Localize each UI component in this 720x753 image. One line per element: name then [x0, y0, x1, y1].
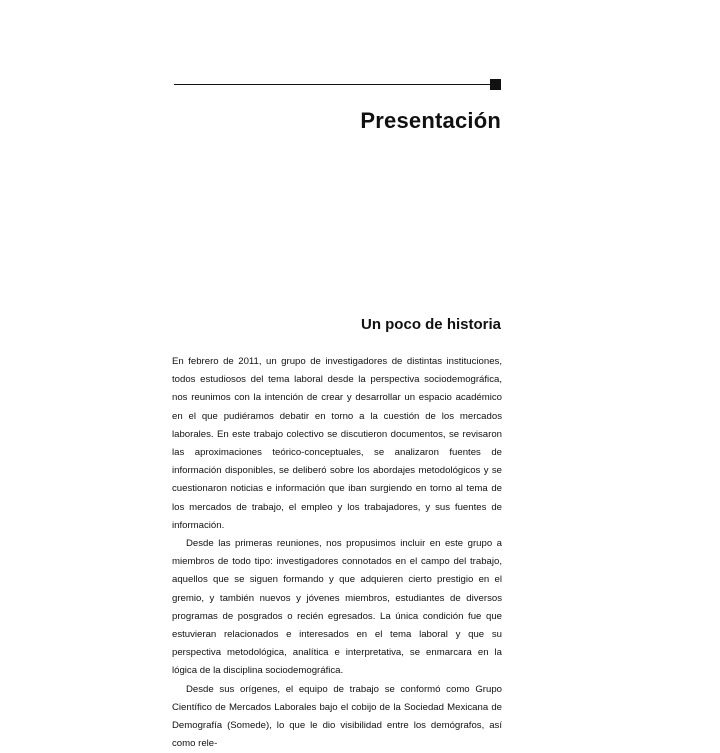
paragraph-1: En febrero de 2011, un grupo de investigadores de distintas instituciones, todos estudiosos del tema laboral desde la perspectiva sociodemográfica, nos reunimos con la intención de crear y desarrollar un espacio académico en el que pudiéramos debatir en torno a la cuestión de los mercados laborales. En este trabajo colectivo se discutieron documentos, se revisaron las aproximaciones teórico-conceptuales, se analizaron fuentes de información disponibles, se deliberó sobre los abordajes metodológicos y se cuestionaron noticias e información que iban surgiendo en torno al tema de los mercados de trabajo, el empleo y los trabajadores, y sus fuentes de información. — [172, 356, 502, 531]
page-title: Presentación — [360, 108, 501, 133]
section-title: Un poco de historia — [360, 316, 501, 333]
header-rule — [174, 84, 494, 85]
body-text — [172, 353, 502, 753]
header-rule-marker — [490, 79, 501, 90]
paragraph-3: Desde sus orígenes, el equipo de trabajo se conformó como Grupo Científico de Mercados Laborales bajo el cobijo de la Sociedad Mexicana de Demografía (Somede), lo que le dio visibilidad entre los demógrafos, así como rele- — [172, 683, 502, 750]
paragraph-2: Desde las primeras reuniones, nos propusimos incluir en este grupo a miembros de todo tipo: investigadores connotados en el campo del trabajo, aquellos que se siguen formando y que adquieren cierto prestigio en el gremio, y también nuevos y jóvenes miembros, estudiantes de diversos programas de posgrados o recién egresados. La única condición fue que estuvieran relacionados e interesados en el tema laboral y que su perspectiva metodológica, analítica e interpretativa, se enmarcara en la lógica de la disciplina sociodemográfica. — [172, 538, 502, 677]
